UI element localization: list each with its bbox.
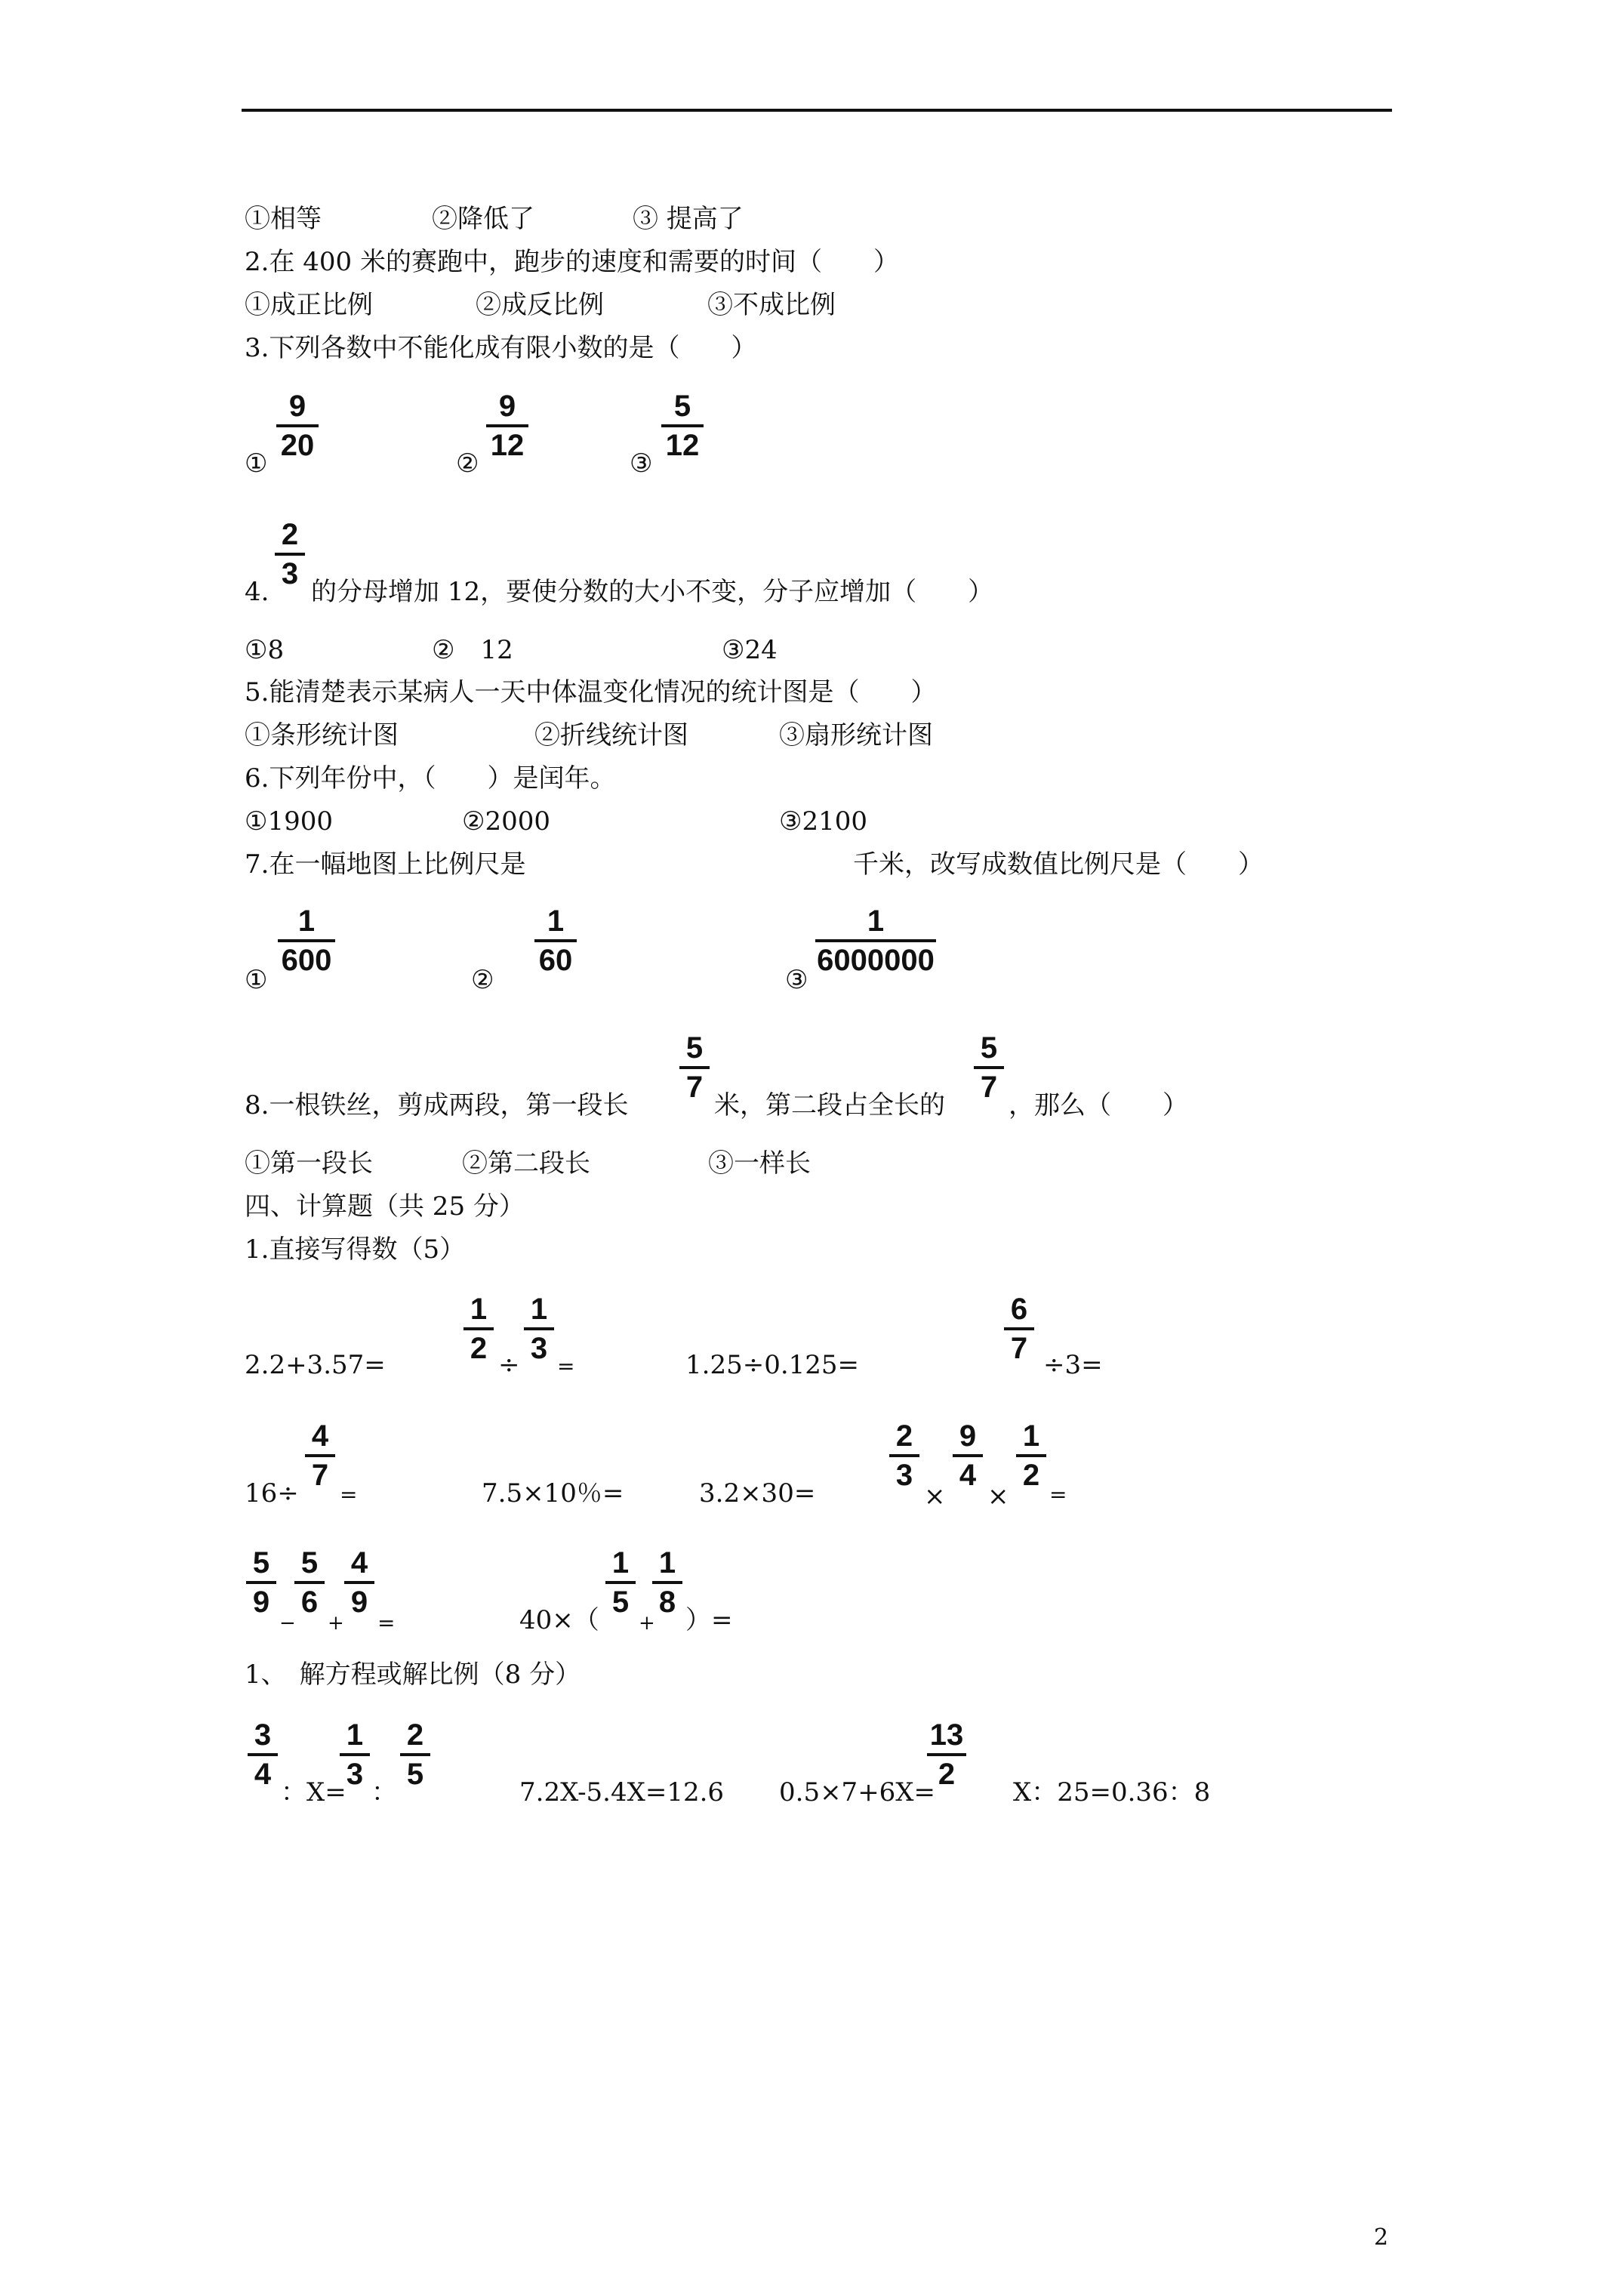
row2-times-2: × [987,1481,1009,1512]
numerator: 2 [281,518,299,551]
q2-option-2: ②成反比例 [476,290,604,320]
section-4-sub-2: 1、 解方程或解比例（8 分） [245,1660,581,1690]
row4-fraction-4 [927,1718,966,1791]
calc-2.2-plus-3.57: 2.2+3.57= [245,1350,386,1380]
numerator: 13 [929,1718,964,1752]
numerator: 1 [611,1546,630,1579]
q3-fraction-1 [276,390,319,462]
denominator: 4 [254,1758,272,1791]
q7-fraction-2 [534,905,577,977]
numerator: 1 [297,905,316,938]
row2-equals-1: = [340,1482,358,1507]
q3-stem: 3.下列各数中不能化成有限小数的是（ ） [245,333,757,363]
fraction-bar [486,424,528,427]
q8-stem-start: 8.一根铁丝，剪成两段，第一段长 [245,1090,629,1120]
denominator: 3 [530,1332,548,1365]
q4-option-3: ③24 [722,635,778,665]
numerator: 1 [346,1718,364,1752]
calc-7.5-times-10pct: 7.5×10％= [482,1478,624,1509]
row4-fraction-2 [340,1718,370,1791]
q8-fraction-1 [679,1031,710,1104]
numerator: 1 [530,1293,548,1326]
row1-divide-3: ÷3= [1043,1350,1103,1380]
numerator: 2 [895,1419,913,1453]
fraction-bar [276,424,319,427]
q6-option-1: ①1900 [245,806,334,837]
q8-option-2: ②第二段长 [462,1148,590,1179]
fraction-bar [275,553,305,556]
calc-1.25-div-0.125: 1.25÷0.125= [685,1350,860,1380]
q5-option-3: ③扇形统计图 [779,720,933,750]
row2-times-1: × [924,1481,946,1512]
denominator: 9 [350,1586,368,1619]
denominator: 2 [470,1332,488,1365]
denominator: 5 [611,1586,630,1619]
numerator: 4 [311,1419,329,1453]
numerator: 9 [959,1419,977,1453]
denominator: 12 [490,429,525,462]
row3-fraction-1 [246,1546,276,1619]
q4-option-1: ①8 [245,635,285,665]
q3-marker-3: ③ [630,448,653,479]
denominator: 7 [1010,1332,1028,1365]
numerator: 2 [406,1718,424,1752]
fraction-bar [652,1581,682,1584]
fraction-bar [246,1581,276,1584]
q5-stem: 5.能清楚表示某病人一天中体温变化情况的统计图是（ ） [245,677,937,707]
fraction-bar [605,1581,636,1584]
row1-divide-sign: ÷ [498,1350,520,1380]
denominator: 5 [406,1758,424,1791]
q1-option-2: ②降低了 [432,204,534,234]
q3-marker-1: ① [245,448,268,479]
numerator: 1 [658,1546,676,1579]
q6-stem: 6.下列年份中，（ ）是闰年。 [245,763,616,794]
denominator: 20 [280,429,315,462]
q7-fraction-3 [815,905,936,977]
equation-7.2x: 7.2X-5.4X=12.6 [519,1777,725,1808]
q4-option-2: ② 12 [432,635,513,665]
row2-fraction-4 [1016,1419,1046,1492]
denominator: 2 [938,1758,956,1791]
fraction-bar [927,1753,966,1756]
denominator: 6000000 [817,944,935,977]
row3-fraction-2 [294,1546,325,1619]
q3-fraction-2 [486,390,528,462]
q3-fraction-3 [661,390,704,462]
fraction-bar [463,1327,494,1330]
fraction-bar [344,1581,374,1584]
denominator: 8 [658,1586,676,1619]
q5-option-2: ②折线统计图 [534,720,688,750]
section-4-title: 四、计算题（共 25 分） [245,1191,525,1222]
row4-fraction-3 [400,1718,430,1791]
denominator: 2 [1022,1459,1040,1492]
fraction-bar [534,939,577,942]
denominator: 7 [980,1071,998,1104]
section-4-sub-1: 1.直接写得数（5） [245,1234,466,1265]
numerator: 6 [1010,1293,1028,1326]
numerator: 4 [350,1546,368,1579]
fraction-bar [1016,1454,1046,1457]
row3-equals-1: = [377,1610,396,1635]
row2-16-div: 16÷ [245,1478,299,1509]
calc-3.2-times-30: 3.2×30= [699,1478,816,1509]
equation-0.5x7: 0.5×7+6X= [779,1777,936,1808]
fraction-bar [661,424,704,427]
row4-ratio-x: ：X= [281,1777,346,1808]
row3-plus-2: + [639,1612,655,1635]
denominator: 4 [959,1459,977,1492]
page-number: 2 [1374,2224,1389,2251]
q2-option-1: ①成正比例 [245,290,373,320]
numerator: 5 [673,390,691,423]
fraction-bar [278,939,335,942]
q6-option-3: ③2100 [779,806,868,837]
numerator: 1 [470,1293,488,1326]
fraction-bar [679,1066,710,1069]
numerator: 5 [300,1546,319,1579]
denominator: 3 [281,557,299,590]
numerator: 9 [498,390,516,423]
q4-prefix: 4. [245,577,269,607]
row2-fraction-3 [953,1419,983,1492]
fraction-bar [294,1581,325,1584]
row3-close-paren: ）= [685,1605,733,1635]
q4-fraction [275,518,305,590]
numerator: 1 [547,905,565,938]
q8-fraction-2 [974,1031,1004,1104]
row3-fraction-5 [652,1546,682,1619]
row4-fraction-1 [248,1718,278,1791]
q8-stem-middle: 米，第二段占全长的 [714,1090,945,1120]
q7-marker-2: ② [471,965,494,995]
q5-option-1: ①条形统计图 [245,720,399,750]
denominator: 7 [685,1071,704,1104]
numerator: 5 [252,1546,270,1579]
row3-fraction-4 [605,1546,636,1619]
denominator: 600 [281,944,332,977]
q8-option-1: ①第一段长 [245,1148,373,1179]
row1-equals-1: = [557,1354,575,1379]
row1-fraction-2 [524,1293,554,1365]
fraction-bar [305,1454,335,1457]
header-rule [242,109,1392,112]
q1-option-1: ①相等 [245,204,322,234]
numerator: 5 [685,1031,704,1065]
denominator: 9 [252,1586,270,1619]
fraction-bar [953,1454,983,1457]
fraction-bar [248,1753,278,1756]
numerator: 1 [1022,1419,1040,1453]
fraction-bar [524,1327,554,1330]
fraction-bar [1004,1327,1034,1330]
numerator: 9 [288,390,306,423]
row2-fraction-1 [305,1419,335,1492]
q7-stem-end: 千米，改写成数值比例尺是（ ） [853,849,1264,880]
row2-equals-2: = [1049,1482,1067,1507]
denominator: 6 [300,1586,319,1619]
row2-fraction-2 [889,1419,919,1492]
row3-fraction-3 [344,1546,374,1619]
row1-fraction-1 [463,1293,494,1365]
q7-fraction-1 [278,905,335,977]
numerator: 5 [980,1031,998,1065]
denominator: 12 [665,429,700,462]
proportion-x-25: X：25=0.36：8 [1013,1777,1211,1808]
q6-option-2: ②2000 [462,806,551,837]
numerator: 1 [867,905,885,938]
row1-fraction-3 [1004,1293,1034,1365]
fraction-bar [340,1753,370,1756]
q7-stem-start: 7.在一幅地图上比例尺是 [245,849,526,880]
q3-marker-2: ② [456,448,479,479]
row4-colon: ： [371,1777,397,1808]
denominator: 3 [895,1459,913,1492]
q8-stem-end: ，那么（ ） [1009,1090,1188,1120]
q1-option-3: ③ 提高了 [633,204,744,234]
q2-stem: 2.在 400 米的赛跑中，跑步的速度和需要的时间（ ） [245,247,899,277]
fraction-bar [815,939,936,942]
fraction-bar [889,1454,919,1457]
q8-option-3: ③一样长 [708,1148,811,1179]
q7-marker-3: ③ [785,965,808,995]
row3-plus-1: + [328,1612,344,1635]
fraction-bar [974,1066,1004,1069]
denominator: 3 [346,1758,364,1791]
fraction-bar [400,1753,430,1756]
row3-40-times: 40×（ [519,1605,599,1635]
numerator: 3 [254,1718,272,1752]
q4-stem: 的分母增加 12，要使分数的大小不变，分子应增加（ ） [311,577,994,607]
row3-minus: − [279,1612,296,1635]
denominator: 7 [311,1459,329,1492]
q2-option-3: ③不成比例 [707,290,836,320]
q7-marker-1: ① [245,965,268,995]
denominator: 60 [538,944,573,977]
